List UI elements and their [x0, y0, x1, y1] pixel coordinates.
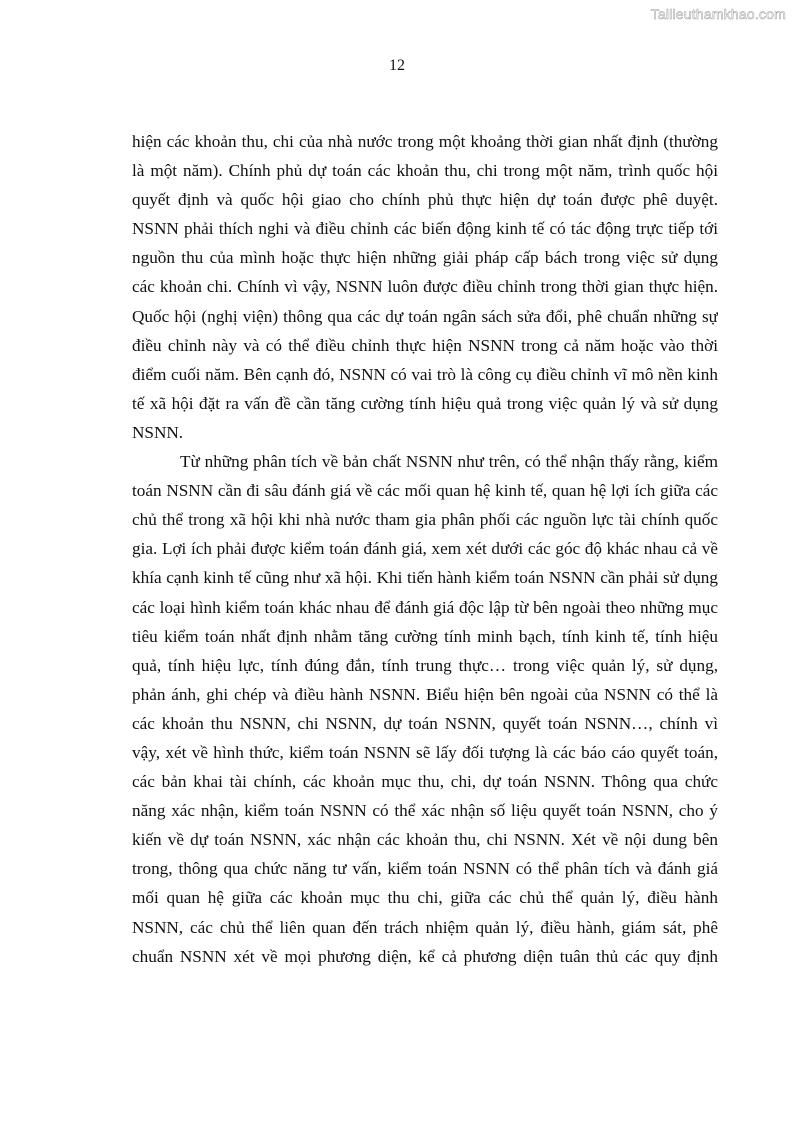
text-line: các loại hình kiểm toán khác nhau để đánh giá độc lập từ bên ngoài theo những mục	[132, 597, 718, 617]
text-line: toán NSNN cần đi sâu đánh giá về các mối quan hệ kinh tế, quan hệ lợi ích giữa các	[132, 481, 718, 501]
text-line: chủ thể trong xã hội khi nhà nước tham gia phân phối các nguồn lực tài chính quốc	[132, 510, 718, 530]
text-line: quả, tính hiệu lực, tính đúng đắn, tính trung thực… trong việc quản lý, sử dụng,	[132, 655, 718, 675]
text-line: nguồn thu của mình hoặc thực hiện những giải pháp cấp bách trong việc sử dụng	[132, 248, 718, 268]
page-number: 12	[389, 57, 405, 74]
text-line: kiến về dự toán NSNN, xác nhận các khoản thu, chi NSNN. Xét về nội dung bên	[132, 830, 718, 850]
text-line: mối quan hệ giữa các khoản mục thu chi, giữa các chủ thể quản lý, điều hành	[132, 888, 718, 908]
text-line: khía cạnh kinh tế cũng như xã hội. Khi tiến hành kiểm toán NSNN cần phải sử dụng	[132, 568, 718, 588]
text-line: điều chỉnh này và có thể điều chỉnh thực hiện NSNN trong cả năm hoặc vào thời	[132, 335, 718, 355]
text-line: quyết định và quốc hội giao cho chính phủ thực hiện dự toán được phê duyệt.	[132, 190, 718, 210]
text-line: chuẩn NSNN xét về mọi phương diện, kể cả phương diện tuân thủ các quy định	[132, 946, 718, 966]
text-line: phản ánh, ghi chép và điều hành NSNN. Biểu hiện bên ngoài của NSNN có thể là	[132, 684, 718, 704]
paragraph-2	[132, 447, 718, 971]
text-line: NSNN phải thích nghi và điều chỉnh các biến động kinh tế có tác động trực tiếp tới	[132, 219, 718, 239]
text-line: NSNN.	[132, 422, 184, 442]
text-line: tiêu kiểm toán nhất định nhằm tăng cường tính minh bạch, tính kinh tế, tính hiệu	[132, 626, 718, 646]
text-line: tế xã hội đặt ra vấn đề cần tăng cường tính hiệu quả trong việc quản lý và sử dụng	[132, 393, 718, 413]
text-line: năng xác nhận, kiểm toán NSNN có thể xác nhận số liệu quyết toán NSNN, cho ý	[132, 801, 718, 821]
text-line: điểm cuối năm. Bên cạnh đó, NSNN có vai trò là công cụ điều chỉnh vĩ mô nền kinh	[132, 364, 718, 384]
text-line: vậy, xét về hình thức, kiểm toán NSNN sẽ lấy đối tượng là các báo cáo quyết toán,	[132, 742, 718, 762]
text-line: Quốc hội (nghị viện) thông qua các dự toán ngân sách sửa đổi, phê chuẩn những sự	[132, 306, 718, 326]
text-line: các khoản chi. Chính vì vậy, NSNN luôn được điều chỉnh trong thời gian thực hiện.	[132, 277, 718, 297]
text-line: các bản khai tài chính, các khoản mục thu, chi, dự toán NSNN. Thông qua chức	[132, 772, 718, 792]
watermark-text: Tailieuthamkhao.com	[650, 6, 786, 22]
text-line: trong, thông qua chức năng tư vấn, kiểm toán NSNN có thể phân tích và đánh giá	[132, 859, 718, 879]
paragraph-1	[132, 127, 718, 447]
body-text	[132, 127, 718, 971]
text-line: hiện các khoản thu, chi của nhà nước trong một khoảng thời gian nhất định (thường	[132, 132, 718, 151]
text-line: là một năm). Chính phủ dự toán các khoản thu, chi trong một năm, trình quốc hội	[132, 161, 718, 181]
text-line: Từ những phân tích về bản chất NSNN như trên, có thể nhận thấy rằng, kiểm	[180, 452, 718, 472]
text-line: NSNN, các chủ thể liên quan đến trách nhiệm quản lý, điều hành, giám sát, phê	[132, 917, 718, 937]
text-line: các khoản thu NSNN, chi NSNN, dự toán NSNN, quyết toán NSNN…, chính vì	[132, 713, 718, 733]
text-line: gia. Lợi ích phải được kiểm toán đánh giá, xem xét dưới các góc độ khác nhau cả về	[132, 539, 718, 559]
